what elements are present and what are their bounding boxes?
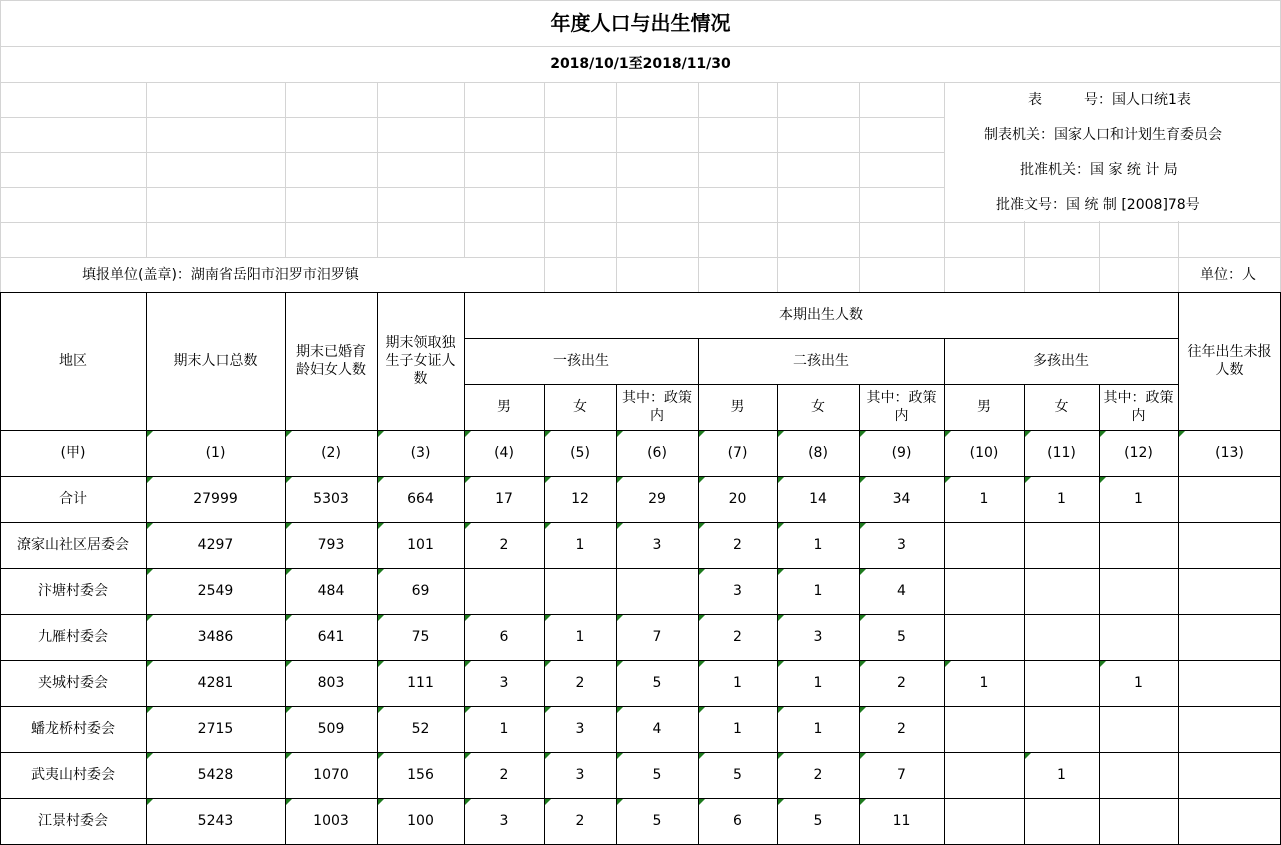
text-number-marker-icon xyxy=(778,753,784,759)
text-number-marker-icon xyxy=(465,431,471,437)
text-number-marker-icon xyxy=(286,615,292,621)
text-number-marker-icon xyxy=(778,431,784,437)
data-cell xyxy=(1024,706,1099,752)
data-cell: 69 xyxy=(411,583,430,599)
header-sub-female-4: 女 xyxy=(811,399,825,415)
text-number-marker-icon xyxy=(465,477,471,483)
text-number-marker-icon xyxy=(378,615,384,621)
data-cell: 1 xyxy=(575,537,585,553)
data-cell: 101 xyxy=(407,537,434,553)
data-cell xyxy=(1099,752,1178,798)
text-number-marker-icon xyxy=(378,707,384,713)
text-number-marker-icon xyxy=(699,661,705,667)
text-number-marker-icon xyxy=(147,615,153,621)
data-cell xyxy=(1024,614,1099,660)
grid-line xyxy=(777,82,778,292)
text-number-marker-icon xyxy=(860,753,866,759)
data-cell: 3486 xyxy=(197,629,234,645)
text-number-marker-icon xyxy=(778,523,784,529)
data-cell: 7 xyxy=(897,767,906,783)
data-cell: 20 xyxy=(728,491,747,507)
column-code: (5) xyxy=(570,445,590,461)
column-code: (3) xyxy=(410,445,431,461)
data-cell: 5 xyxy=(652,813,662,829)
text-number-marker-icon xyxy=(945,477,951,483)
column-code: (2) xyxy=(321,445,341,461)
column-code: (13) xyxy=(1215,445,1244,461)
text-number-marker-icon xyxy=(378,661,384,667)
text-number-marker-icon xyxy=(860,799,866,805)
header-multi-child: 多孩出生 xyxy=(1033,353,1089,369)
text-number-marker-icon xyxy=(465,799,471,805)
text-number-marker-icon xyxy=(945,661,951,667)
text-number-marker-icon xyxy=(699,431,705,437)
text-number-marker-icon xyxy=(1025,753,1031,759)
text-number-marker-icon xyxy=(617,523,623,529)
text-number-marker-icon xyxy=(617,799,623,805)
data-cell: 641 xyxy=(317,629,345,645)
text-number-marker-icon xyxy=(1025,431,1031,437)
data-cell: 5 xyxy=(813,813,823,829)
data-cell xyxy=(1178,752,1281,798)
header-sub-in_policy-2: 其中：政策内 xyxy=(622,390,692,424)
data-cell: 17 xyxy=(495,491,513,507)
data-cell xyxy=(464,568,544,614)
text-number-marker-icon xyxy=(286,477,292,483)
text-number-marker-icon xyxy=(147,569,153,575)
text-number-marker-icon xyxy=(545,707,551,713)
data-cell: 1 xyxy=(979,675,989,691)
data-cell xyxy=(1024,798,1099,844)
header-sub-female-7: 女 xyxy=(1054,399,1069,415)
text-number-marker-icon xyxy=(545,431,551,437)
data-cell: 3 xyxy=(499,813,509,829)
data-cell: 156 xyxy=(407,767,434,783)
text-number-marker-icon xyxy=(286,753,292,759)
text-number-marker-icon xyxy=(1100,431,1106,437)
column-code: (6) xyxy=(647,445,667,461)
text-number-marker-icon xyxy=(617,707,623,713)
data-cell: 793 xyxy=(317,537,345,553)
data-cell: 1 xyxy=(575,629,585,645)
data-cell: 3 xyxy=(499,675,509,691)
data-cell: 509 xyxy=(317,721,345,737)
data-cell: 2 xyxy=(733,629,742,645)
approval-number: 批准文号：国 统 制 [2008]78号 xyxy=(996,196,1200,213)
column-code: (1) xyxy=(205,445,226,461)
data-cell: 484 xyxy=(317,583,345,599)
data-cell xyxy=(544,568,616,614)
row-area-name: 九雁村委会 xyxy=(38,629,108,645)
data-cell: 1 xyxy=(499,721,509,737)
data-cell: 52 xyxy=(411,721,430,737)
header-first-child: 一孩出生 xyxy=(553,353,609,369)
header-sub-in_policy-5: 其中：政策内 xyxy=(866,390,937,424)
data-cell xyxy=(944,752,1024,798)
data-cell: 2 xyxy=(897,675,906,691)
text-number-marker-icon xyxy=(860,431,866,437)
text-number-marker-icon xyxy=(545,615,551,621)
text-number-marker-icon xyxy=(286,569,292,575)
text-number-marker-icon xyxy=(465,661,471,667)
data-cell: 2 xyxy=(813,767,823,783)
data-cell: 4297 xyxy=(197,537,234,553)
grid-line xyxy=(616,82,617,292)
text-number-marker-icon xyxy=(860,523,866,529)
column-code: (11) xyxy=(1047,445,1076,461)
data-cell: 3 xyxy=(575,721,585,737)
data-cell: 2 xyxy=(499,537,509,553)
text-number-marker-icon xyxy=(1025,477,1031,483)
text-number-marker-icon xyxy=(545,661,551,667)
text-number-marker-icon xyxy=(778,707,784,713)
column-code: (甲) xyxy=(60,445,86,461)
column-code: (10) xyxy=(969,445,999,461)
data-cell: 1 xyxy=(813,583,823,599)
data-cell: 3 xyxy=(813,629,823,645)
grid-line xyxy=(0,222,1281,223)
text-number-marker-icon xyxy=(778,661,784,667)
text-number-marker-icon xyxy=(1100,661,1106,667)
data-cell: 29 xyxy=(648,491,666,507)
data-cell: 111 xyxy=(407,675,434,691)
text-number-marker-icon xyxy=(147,799,153,805)
header-married-women: 期末已婚育龄妇女人数 xyxy=(296,344,366,378)
text-number-marker-icon xyxy=(1100,477,1106,483)
text-number-marker-icon xyxy=(778,569,784,575)
data-cell: 5243 xyxy=(197,813,234,829)
text-number-marker-icon xyxy=(147,753,153,759)
data-cell: 1 xyxy=(1057,767,1066,783)
text-number-marker-icon xyxy=(545,523,551,529)
text-number-marker-icon xyxy=(465,753,471,759)
data-cell: 1003 xyxy=(313,813,349,829)
data-cell: 1070 xyxy=(313,767,349,783)
data-cell: 1 xyxy=(733,721,742,737)
text-number-marker-icon xyxy=(147,707,153,713)
row-area-name: 合计 xyxy=(59,491,87,507)
data-cell: 1 xyxy=(1134,491,1143,507)
column-code: (7) xyxy=(727,445,748,461)
text-number-marker-icon xyxy=(1179,431,1185,437)
grid-line xyxy=(544,82,545,292)
text-number-marker-icon xyxy=(286,661,292,667)
fill-unit: 填报单位(盖章)：湖南省岳阳市汨罗市汨罗镇 xyxy=(82,266,359,283)
data-cell: 664 xyxy=(407,491,434,507)
data-cell xyxy=(1099,522,1178,568)
text-number-marker-icon xyxy=(378,753,384,759)
data-cell: 4 xyxy=(652,721,662,737)
data-cell: 2 xyxy=(499,767,509,783)
data-cell: 5 xyxy=(897,629,906,645)
data-cell xyxy=(1178,706,1281,752)
text-number-marker-icon xyxy=(378,569,384,575)
data-cell: 3 xyxy=(652,537,662,553)
data-cell: 6 xyxy=(733,813,742,829)
unit-label: 单位：人 xyxy=(1200,266,1256,283)
header-one-child-cert: 期末领取独生子女证人数 xyxy=(385,335,456,387)
data-cell xyxy=(944,798,1024,844)
text-number-marker-icon xyxy=(860,707,866,713)
data-cell: 1 xyxy=(813,675,823,691)
page-title: 年度人口与出生情况 xyxy=(550,11,731,35)
data-cell: 3 xyxy=(575,767,585,783)
data-cell: 7 xyxy=(652,629,662,645)
text-number-marker-icon xyxy=(778,799,784,805)
text-number-marker-icon xyxy=(147,523,153,529)
row-area-name: 汴塘村委会 xyxy=(38,583,108,599)
text-number-marker-icon xyxy=(545,799,551,805)
column-code: (9) xyxy=(891,445,912,461)
text-number-marker-icon xyxy=(617,615,623,621)
data-cell xyxy=(1024,660,1099,706)
text-number-marker-icon xyxy=(699,615,705,621)
data-cell xyxy=(1024,522,1099,568)
header-total-population: 期末人口总数 xyxy=(173,353,258,369)
row-area-name: 蟠龙桥村委会 xyxy=(31,721,115,737)
text-number-marker-icon xyxy=(617,431,623,437)
data-cell: 2715 xyxy=(197,721,234,737)
header-second-child: 二孩出生 xyxy=(793,353,849,369)
data-cell: 27999 xyxy=(193,491,238,507)
data-cell xyxy=(944,568,1024,614)
data-cell: 1 xyxy=(733,675,742,691)
data-cell: 5303 xyxy=(313,491,349,507)
header-sub-male-0: 男 xyxy=(497,399,511,415)
text-number-marker-icon xyxy=(286,523,292,529)
data-cell xyxy=(944,614,1024,660)
data-cell: 12 xyxy=(571,491,589,507)
header-births: 本期出生人数 xyxy=(779,307,863,323)
header-area: 地区 xyxy=(59,353,87,369)
data-cell xyxy=(1178,798,1281,844)
text-number-marker-icon xyxy=(465,615,471,621)
data-cell xyxy=(1099,798,1178,844)
text-number-marker-icon xyxy=(699,799,705,805)
data-cell: 2 xyxy=(897,721,906,737)
column-code: (12) xyxy=(1124,445,1153,461)
text-number-marker-icon xyxy=(699,523,705,529)
form-number: 表 号：国人口统1表 xyxy=(1028,91,1191,108)
text-number-marker-icon xyxy=(617,661,623,667)
text-number-marker-icon xyxy=(465,707,471,713)
data-cell: 1 xyxy=(1057,491,1066,507)
text-number-marker-icon xyxy=(286,431,292,437)
data-cell: 4281 xyxy=(197,675,234,691)
data-cell: 1 xyxy=(1134,675,1143,691)
data-cell: 5 xyxy=(652,767,662,783)
text-number-marker-icon xyxy=(860,661,866,667)
data-cell: 4 xyxy=(897,583,906,599)
data-cell: 1 xyxy=(813,721,823,737)
data-cell xyxy=(616,568,698,614)
text-number-marker-icon xyxy=(617,753,623,759)
data-cell: 3 xyxy=(897,537,906,553)
column-code: (4) xyxy=(494,445,514,461)
row-area-name: 潦家山社区居委会 xyxy=(17,537,129,553)
grid-line xyxy=(698,82,699,292)
text-number-marker-icon xyxy=(860,615,866,621)
text-number-marker-icon xyxy=(699,477,705,483)
text-number-marker-icon xyxy=(699,707,705,713)
text-number-marker-icon xyxy=(147,477,153,483)
data-cell: 11 xyxy=(892,813,911,829)
header-sub-in_policy-8: 其中：政策内 xyxy=(1103,390,1174,424)
text-number-marker-icon xyxy=(699,569,705,575)
grid-line xyxy=(859,82,860,292)
text-number-marker-icon xyxy=(378,799,384,805)
data-cell: 34 xyxy=(892,491,911,507)
text-number-marker-icon xyxy=(945,431,951,437)
header-sub-male-3: 男 xyxy=(730,399,745,415)
data-cell: 5 xyxy=(652,675,662,691)
data-cell: 75 xyxy=(411,629,430,645)
text-number-marker-icon xyxy=(378,523,384,529)
header-sub-female-1: 女 xyxy=(573,399,587,415)
data-cell xyxy=(1099,614,1178,660)
data-cell xyxy=(1178,614,1281,660)
data-cell xyxy=(1178,568,1281,614)
text-number-marker-icon xyxy=(699,753,705,759)
text-number-marker-icon xyxy=(545,477,551,483)
data-cell xyxy=(1178,522,1281,568)
row-area-name: 武夷山村委会 xyxy=(31,767,115,783)
data-cell: 5428 xyxy=(197,767,234,783)
column-code: (8) xyxy=(808,445,828,461)
data-cell: 14 xyxy=(809,491,827,507)
header-sub-male-6: 男 xyxy=(977,399,991,415)
text-number-marker-icon xyxy=(860,569,866,575)
header-past-unreported: 往年出生未报人数 xyxy=(1187,344,1272,378)
text-number-marker-icon xyxy=(465,523,471,529)
data-cell xyxy=(944,522,1024,568)
text-number-marker-icon xyxy=(860,477,866,483)
approving-agency: 批准机关：国 家 统 计 局 xyxy=(1020,161,1178,178)
data-cell: 2 xyxy=(575,675,585,691)
data-cell: 803 xyxy=(317,675,345,691)
text-number-marker-icon xyxy=(778,477,784,483)
text-number-marker-icon xyxy=(147,431,153,437)
data-cell: 5 xyxy=(733,767,742,783)
text-number-marker-icon xyxy=(778,615,784,621)
text-number-marker-icon xyxy=(286,707,292,713)
text-number-marker-icon xyxy=(378,477,384,483)
text-number-marker-icon xyxy=(286,799,292,805)
data-cell: 1 xyxy=(813,537,823,553)
data-cell: 2549 xyxy=(197,583,234,599)
row-area-name: 江景村委会 xyxy=(38,813,108,829)
data-cell: 6 xyxy=(499,629,509,645)
data-cell: 2 xyxy=(575,813,585,829)
data-cell: 2 xyxy=(733,537,742,553)
data-cell xyxy=(1024,568,1099,614)
data-cell xyxy=(944,706,1024,752)
text-number-marker-icon xyxy=(545,753,551,759)
report-period: 2018/10/1至2018/11/30 xyxy=(550,56,731,72)
data-cell xyxy=(1099,706,1178,752)
data-cell: 100 xyxy=(407,813,434,829)
text-number-marker-icon xyxy=(378,431,384,437)
row-area-name: 夹城村委会 xyxy=(38,675,108,691)
data-cell: 3 xyxy=(733,583,742,599)
data-cell xyxy=(1178,476,1281,522)
issuing-agency: 制表机关：国家人口和计划生育委员会 xyxy=(984,126,1222,143)
text-number-marker-icon xyxy=(617,477,623,483)
text-number-marker-icon xyxy=(147,661,153,667)
data-cell: 1 xyxy=(979,491,989,507)
data-cell xyxy=(1099,568,1178,614)
data-cell xyxy=(1178,660,1281,706)
